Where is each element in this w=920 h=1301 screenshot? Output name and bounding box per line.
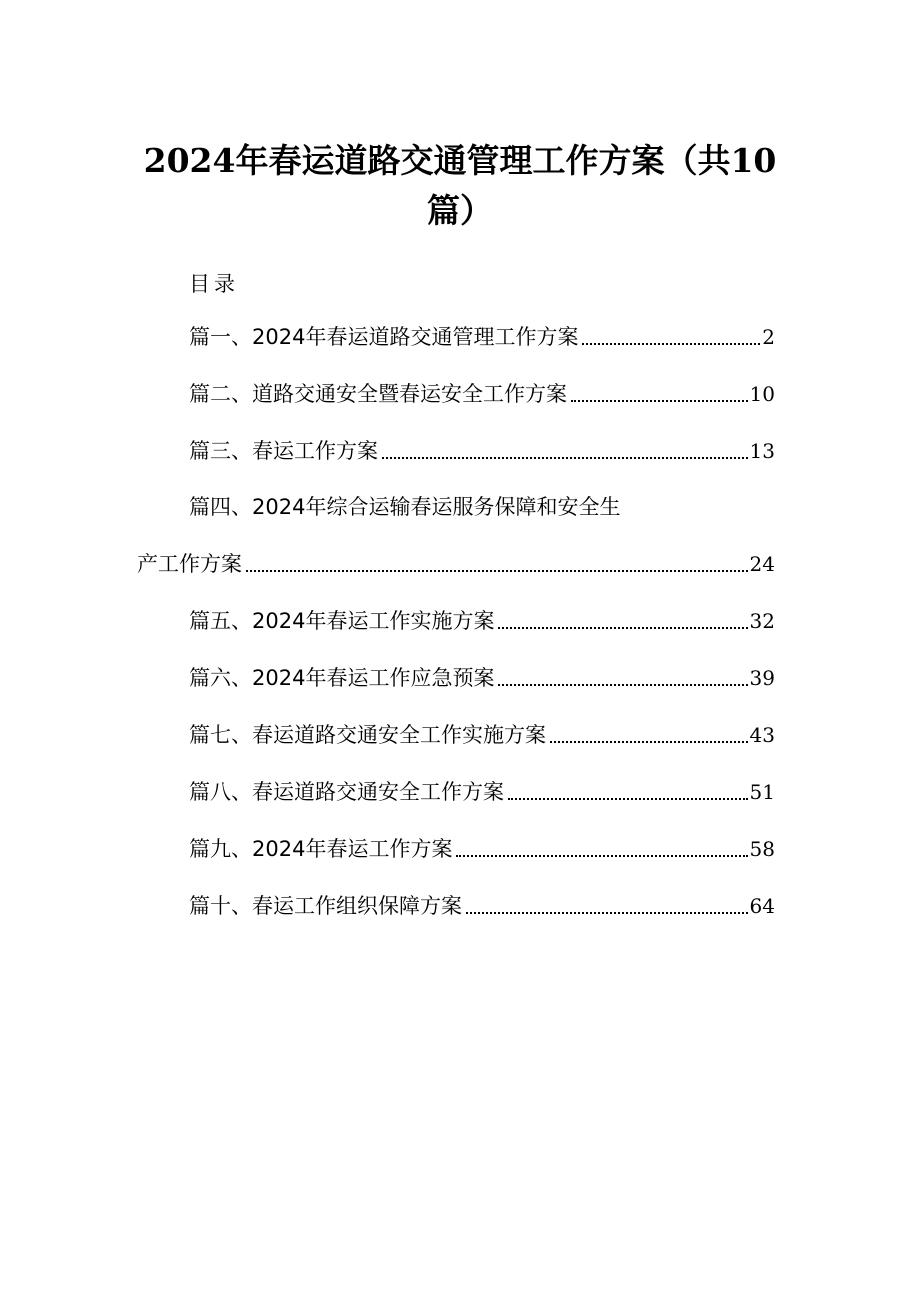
toc-entry-1[interactable] xyxy=(189,322,775,352)
toc-entry-page: 10 xyxy=(749,382,775,406)
toc-leader-dots xyxy=(550,741,748,743)
toc-leader-dots xyxy=(456,855,747,857)
toc-entry-8[interactable] xyxy=(189,777,775,807)
toc-entry-page: 43 xyxy=(749,723,775,747)
toc-leader-dots xyxy=(571,400,748,402)
toc-leader-dots xyxy=(498,627,747,629)
document-title-line2: 篇） xyxy=(427,191,493,230)
toc-leader-dots xyxy=(582,343,760,345)
toc-entry-page: 51 xyxy=(749,780,775,804)
toc-entry-title: 篇七、春运道路交通安全工作实施方案 xyxy=(189,723,546,747)
toc-entry-4-line1[interactable]: 篇四、2024年综合运输春运服务保障和安全生 xyxy=(189,495,621,519)
toc-entry-title: 篇十、春运工作组织保障方案 xyxy=(189,894,462,918)
toc-entry-title: 产工作方案 xyxy=(137,552,242,576)
toc-entry-10[interactable] xyxy=(189,891,775,921)
toc-entry-title: 篇一、2024年春运道路交通管理工作方案 xyxy=(189,325,579,349)
toc-entry-page: 39 xyxy=(749,666,775,690)
toc-entry-6[interactable] xyxy=(189,663,775,693)
toc-entry-title: 篇八、春运道路交通安全工作方案 xyxy=(189,780,504,804)
toc-entry-page: 24 xyxy=(749,552,775,576)
toc-entry-4[interactable] xyxy=(137,549,775,579)
toc-entry-3[interactable] xyxy=(189,436,775,466)
toc-entry-title: 篇九、2024年春运工作方案 xyxy=(189,837,453,861)
toc-leader-dots xyxy=(382,457,748,459)
toc-entry-title: 篇五、2024年春运工作实施方案 xyxy=(189,609,495,633)
toc-leader-dots xyxy=(466,912,748,914)
toc-entry-page: 2 xyxy=(762,325,775,349)
toc-entry-title: 篇二、道路交通安全暨春运安全工作方案 xyxy=(189,382,567,406)
toc-entry-title: 篇六、2024年春运工作应急预案 xyxy=(189,666,495,690)
toc-entry-2[interactable] xyxy=(189,379,775,409)
toc-entry-page: 58 xyxy=(749,837,775,861)
document-title-line1: 2024年春运道路交通管理工作方案（共10 xyxy=(143,141,777,180)
toc-leader-dots xyxy=(498,684,747,686)
toc-entry-page: 13 xyxy=(749,439,775,463)
toc-leader-dots xyxy=(246,570,748,572)
toc-entry-page: 32 xyxy=(749,609,775,633)
toc-entry-page: 64 xyxy=(749,894,775,918)
toc-entry-9[interactable] xyxy=(189,834,775,864)
toc-heading: 目录 xyxy=(189,272,239,296)
toc-leader-dots xyxy=(508,798,748,800)
toc-entry-7[interactable] xyxy=(189,720,775,750)
toc-entry-5[interactable] xyxy=(189,606,775,636)
toc-entry-title: 篇三、春运工作方案 xyxy=(189,439,378,463)
